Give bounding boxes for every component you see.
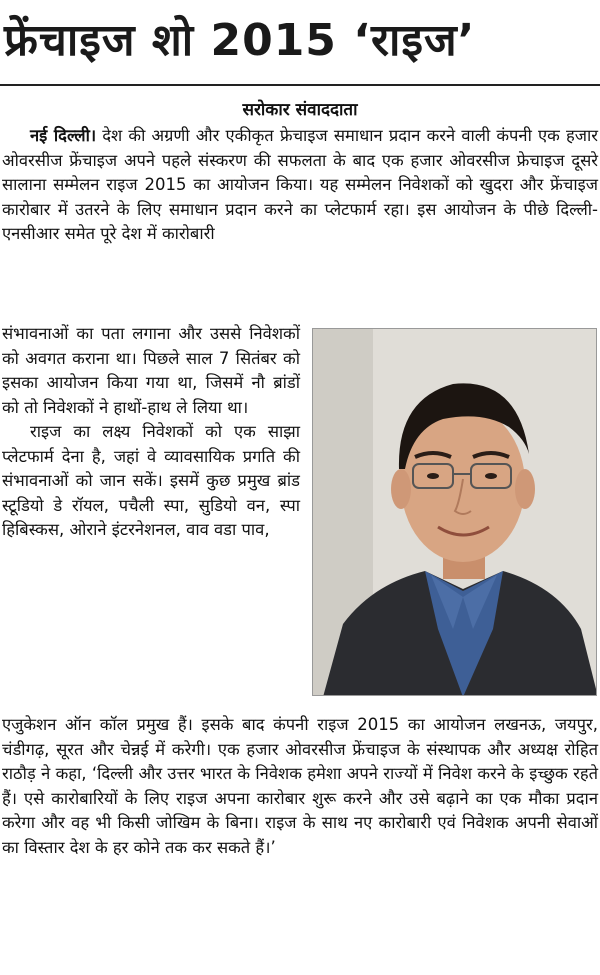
ear-left — [391, 469, 411, 509]
eye-right — [485, 473, 497, 479]
headline-divider — [0, 84, 600, 86]
byline: सरोकार संवाददाता — [242, 100, 358, 120]
paragraph-2: राइज का लक्ष्य निवेशकों को एक साझा प्लेटफार्म देना है, जहां वे व्यावसायिक प्रगति की संभावनाओं को जान सकें। इसमें कुछ प्रमुख ब्रांड स्टूडियो डे रॉयल, पचैली स्पा, सुडियो वन, स्पा हिबिस्कस, ओराने इंटरनेशनल, वाव वडा पाव, — [2, 422, 300, 539]
paragraph-1-text: देश की अग्रणी और एकीकृत फ्रेचाइज समाधान प्रदान करने वाली कंपनी एक हजार ओवरसीज फ्रेंचाइज अपने पहले संस्करण की सफलता के बाद एक हजार ओवरसीज फ्रेचाइज दूसरे सालाना सम्मेलन राइज 2015 का आयोजन किया। यह सम्मेलन निवेशकों को खुदरा और फ्रेंचाइज कारोबार में उतरने के लिए समाधान प्रदान करने का प्लेटफार्म रहा। इस आयोजन के पीछे दिल्ली-एनसीआर समेत पूरे देश में कारोबारी — [2, 126, 598, 243]
ear-right — [515, 469, 535, 509]
dateline: नई दिल्ली। — [30, 126, 97, 145]
wrapped-column — [2, 322, 300, 543]
eye-left — [427, 473, 439, 479]
portrait-photo — [312, 328, 597, 696]
paragraph-2-continued: एजुकेशन ऑन कॉल प्रमुख हैं। इसके बाद कंपनी राइज 2015 का आयोजन लखनऊ, जयपुर, चंडीगढ़, सूरत और चेन्नई में करेगी। एक हजार ओवरसीज फ्रेंचाइज के संस्थापक और अध्यक्ष रोहित राठौड़ ने कहा, ‘दिल्ली और उत्तर भारत के निवेशक हमेशा अपने राज्यों में निवेश करने के इच्छुक रहते हैं। एसे कारोबारियों के लिए राइज अपना कारोबार शुरू करने और उसे बढ़ाने का एक मौका प्रदान करेगा और वह भी किसी जोखिम के बिना। राइज के साथ नए कारोबारी एवं निवेशक अपनी सेवाओं का विस्तार देश के हर कोने तक कर सकते हैं।’ — [2, 715, 598, 857]
headline: फ्रेंचाइज शो 2015 ‘राइज’ — [4, 15, 476, 66]
paragraph-1-continued: संभावनाओं का पता लगाना और उससे निवेशकों को अवगत कराना था। पिछले साल 7 सितंबर को इसका आयोजन किया गया था, जिसमें नौ ब्रांडों को तो निवेशकों ने हाथों-हाथ ले लिया था। — [2, 324, 300, 417]
paragraph-1 — [2, 124, 598, 247]
portrait-illustration — [313, 329, 597, 696]
